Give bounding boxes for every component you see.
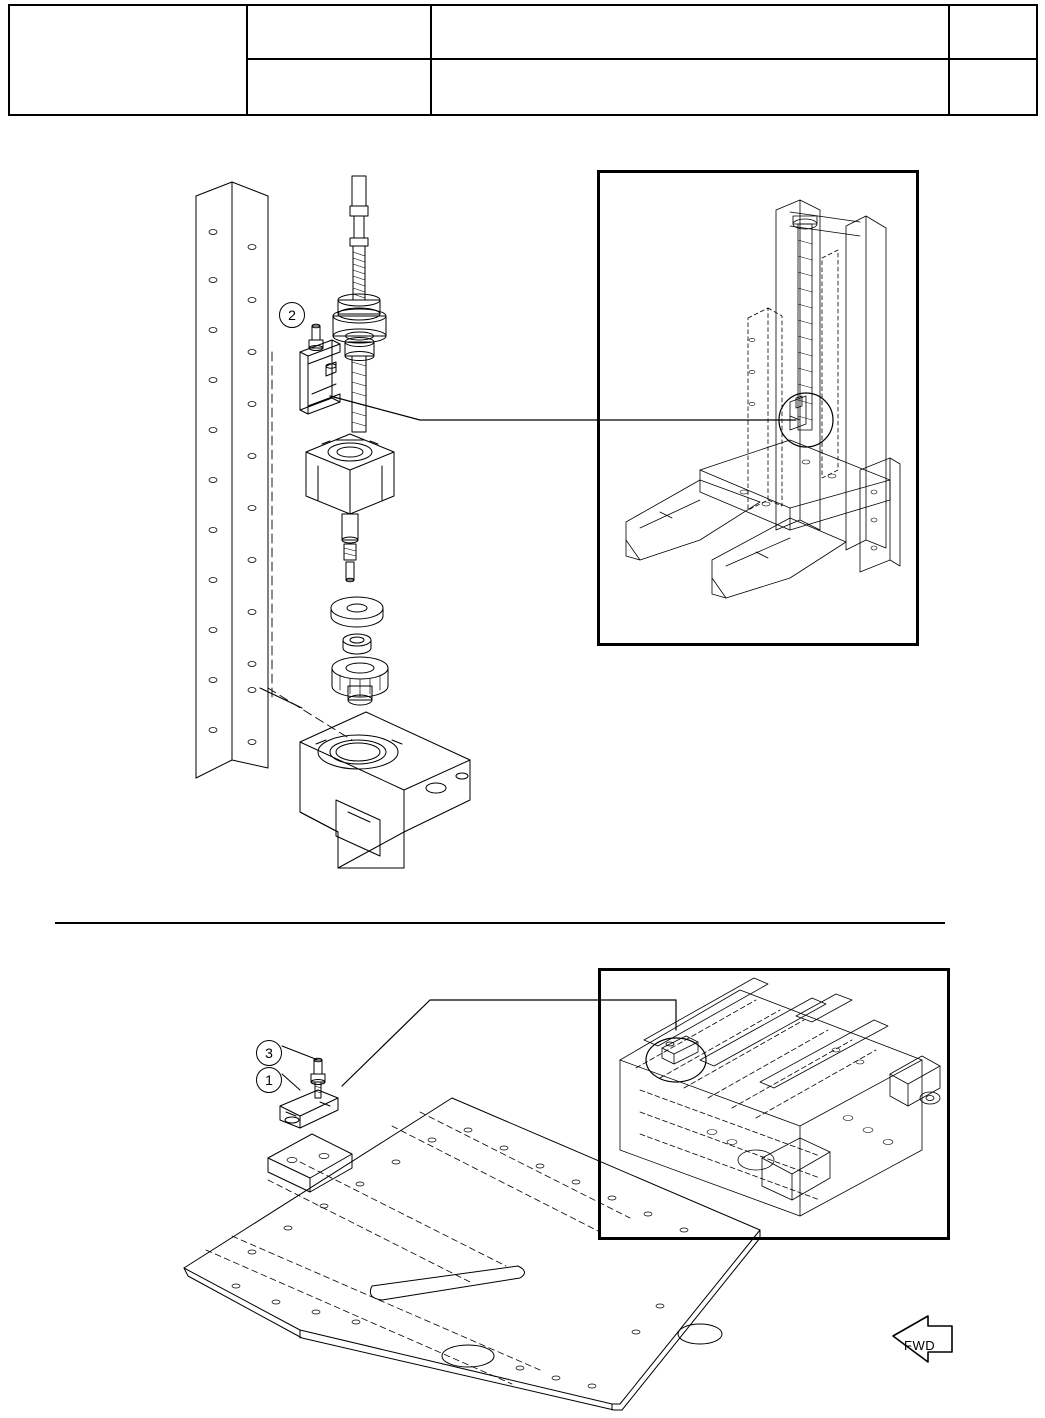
spline-coupling bbox=[332, 657, 388, 705]
revision-cell-top bbox=[248, 6, 428, 58]
mast-column bbox=[196, 182, 268, 778]
mounting-bracket-item2 bbox=[300, 324, 340, 414]
quantity-cell-top bbox=[950, 6, 1036, 58]
title-block-table bbox=[8, 4, 1038, 116]
lower-inset-frame bbox=[598, 968, 950, 1240]
upper-inset-frame bbox=[597, 170, 919, 646]
section-divider-rule bbox=[55, 922, 945, 924]
balloon-item-2[interactable]: 2 bbox=[279, 302, 305, 328]
revision-cell-bottom bbox=[248, 60, 428, 114]
fwd-orientation-marker bbox=[888, 1316, 958, 1378]
assembly-axis bbox=[268, 330, 352, 740]
quantity-cell-bottom bbox=[950, 60, 1036, 114]
washer bbox=[331, 597, 383, 627]
balloon-item-3[interactable]: 3 bbox=[256, 1040, 282, 1066]
fwd-label: FWD bbox=[904, 1338, 936, 1353]
description-cell-top bbox=[432, 6, 946, 58]
sensor-bracket-item1 bbox=[280, 1058, 338, 1128]
lead-screw bbox=[333, 176, 386, 432]
bearing-pedestal bbox=[260, 688, 470, 868]
gearbox-housing bbox=[306, 434, 394, 582]
description-cell-bottom bbox=[432, 60, 946, 114]
part-number-cell bbox=[10, 6, 246, 114]
lower-balloon-leaders bbox=[282, 1046, 318, 1090]
balloon-item-1[interactable]: 1 bbox=[256, 1067, 282, 1093]
spacer-ring bbox=[343, 634, 371, 654]
